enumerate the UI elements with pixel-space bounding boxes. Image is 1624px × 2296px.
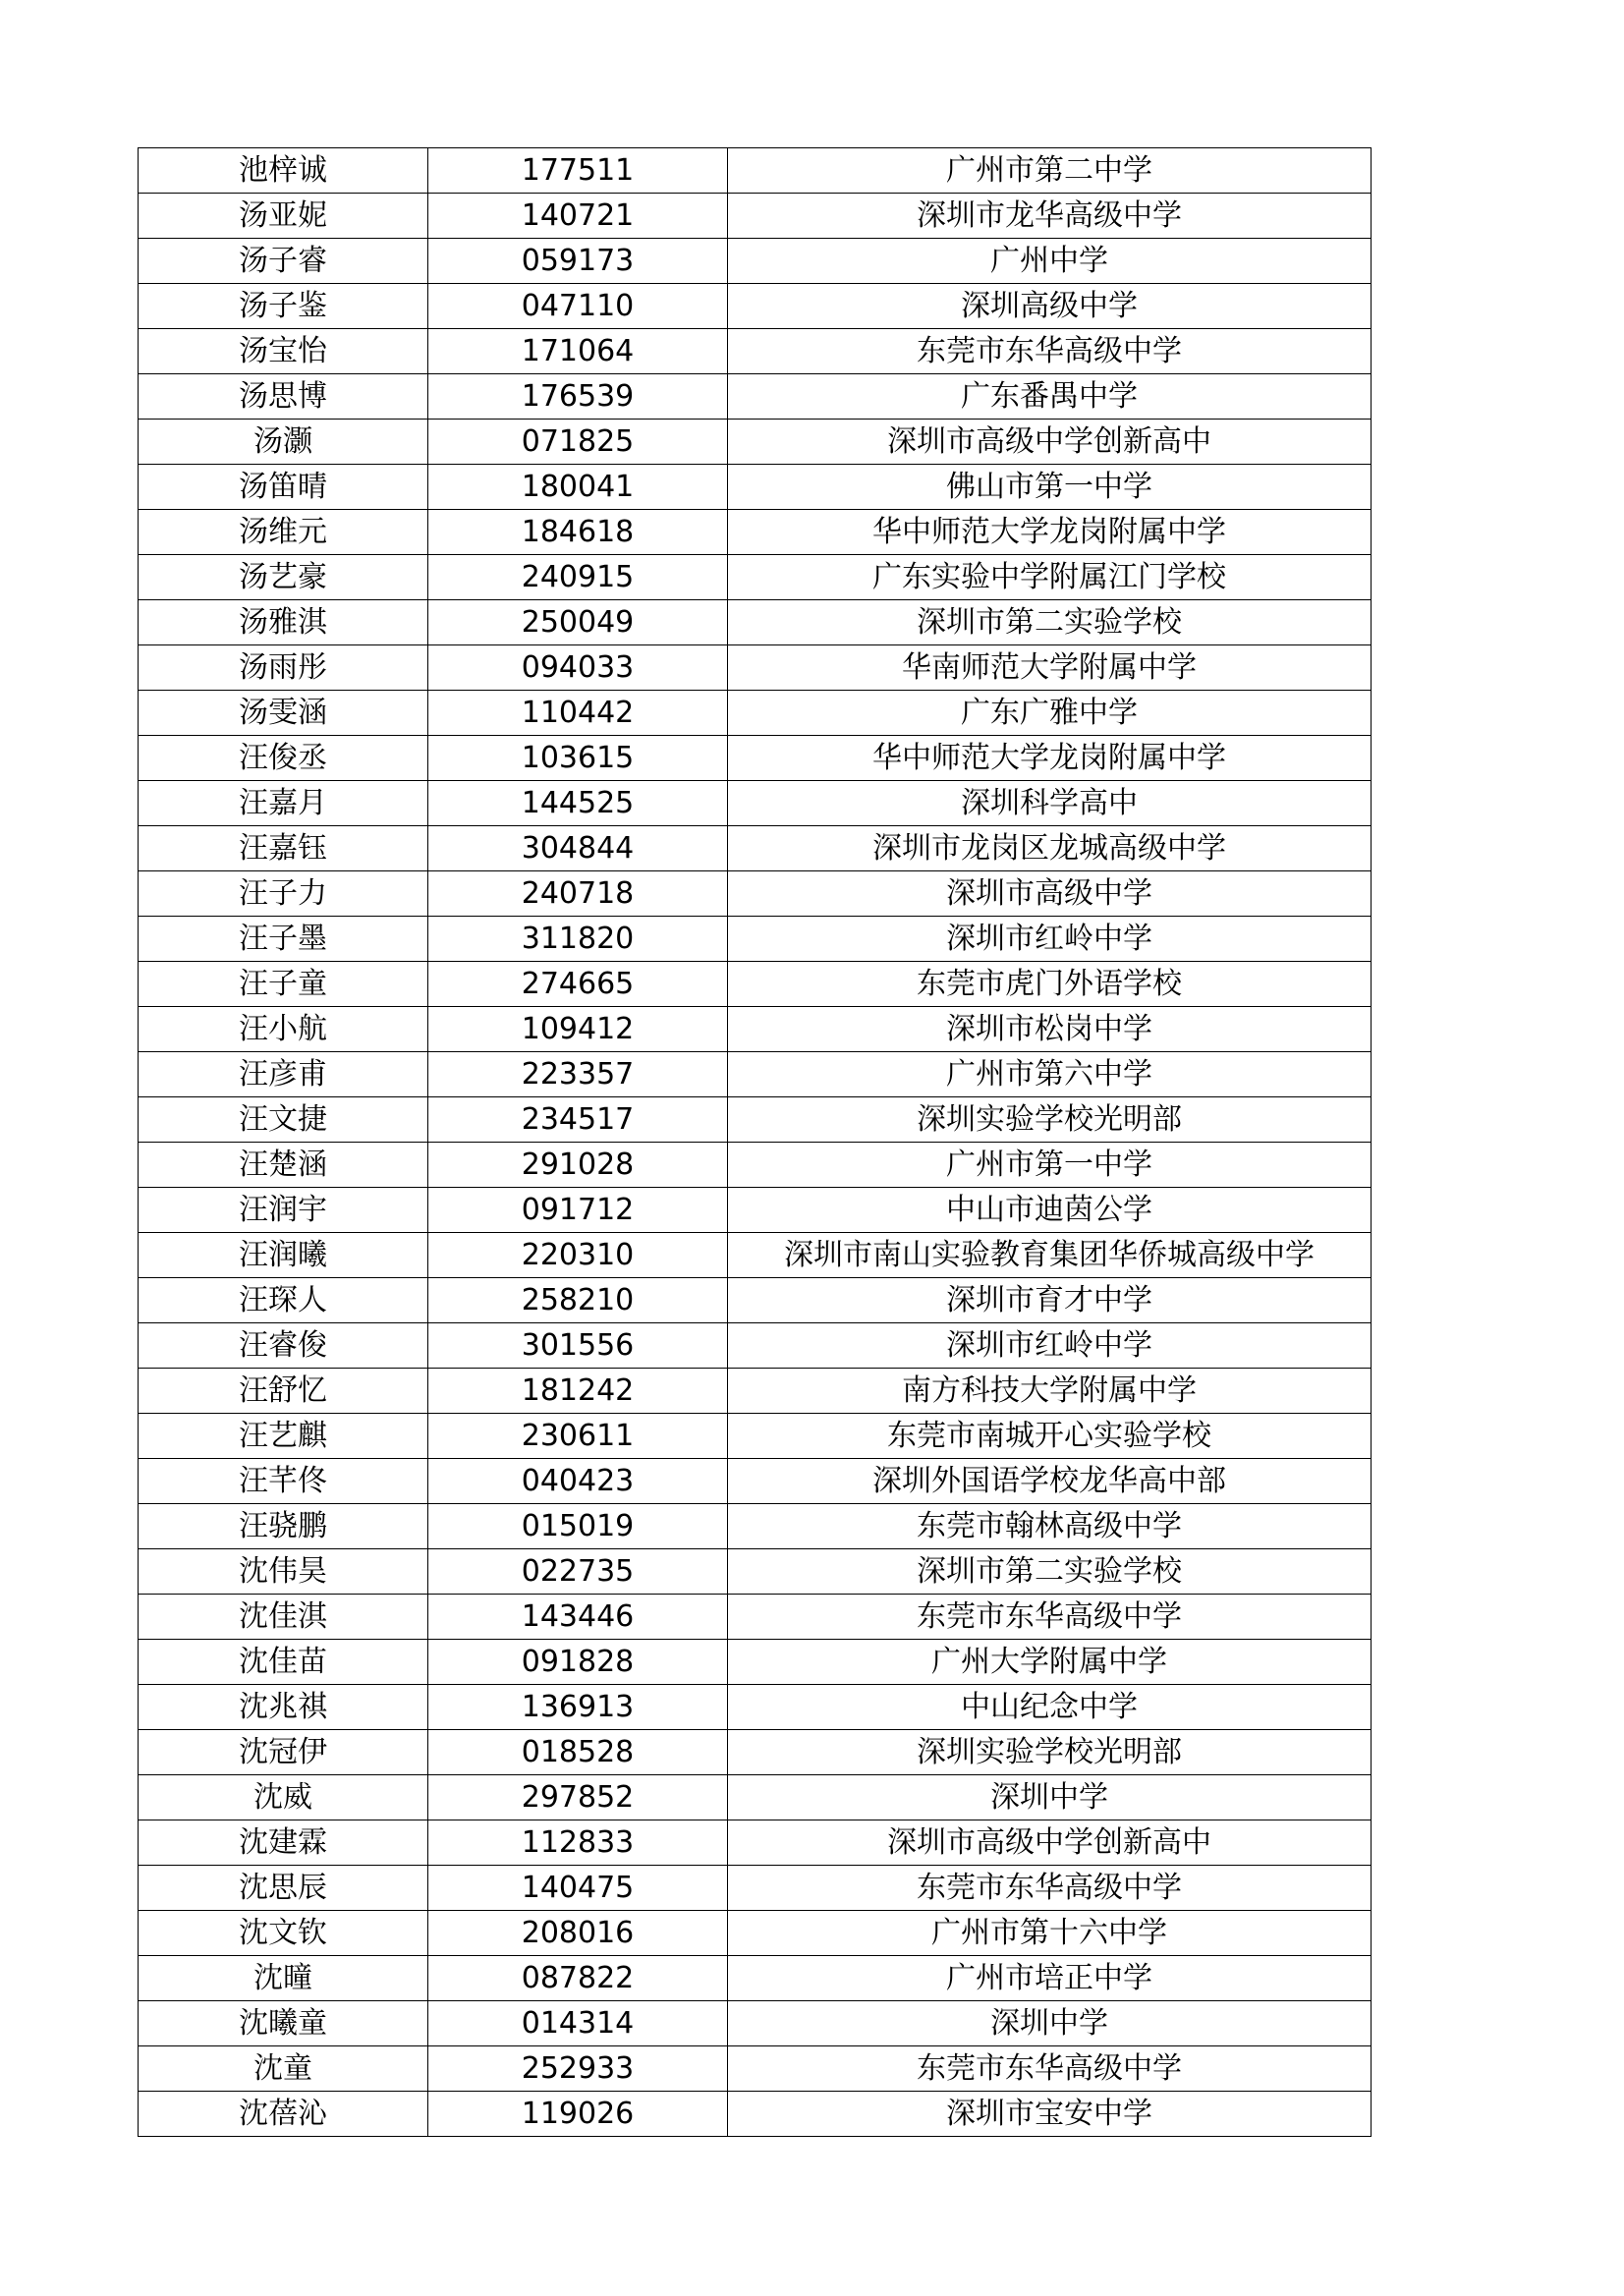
student-id-cell: 252933 [428,2046,728,2092]
student-id-cell: 047110 [428,284,728,329]
school-name-cell: 南方科技大学附属中学 [728,1369,1372,1414]
student-name-cell: 汪小航 [139,1007,428,1052]
table-row [139,2092,1372,2137]
student-id-cell: 143446 [428,1595,728,1640]
student-id-cell: 304844 [428,826,728,871]
table-row [139,2001,1372,2046]
table-row [139,1911,1372,1956]
student-name-cell: 汪嘉钰 [139,826,428,871]
student-id-cell: 140721 [428,194,728,239]
student-id-cell: 140475 [428,1866,728,1911]
school-name-cell: 深圳市第二实验学校 [728,1549,1372,1595]
student-name-cell: 汪艺麒 [139,1414,428,1459]
school-name-cell: 深圳市高级中学创新高中 [728,420,1372,465]
student-name-cell: 汪俊丞 [139,736,428,781]
school-name-cell: 深圳市育才中学 [728,1278,1372,1323]
student-id-cell: 177511 [428,148,728,194]
table-row [139,1640,1372,1685]
student-id-cell: 103615 [428,736,728,781]
school-name-cell: 广州大学附属中学 [728,1640,1372,1685]
table-row [139,1414,1372,1459]
student-id-cell: 059173 [428,239,728,284]
table-row [139,1278,1372,1323]
school-name-cell: 深圳市松岗中学 [728,1007,1372,1052]
student-id-cell: 171064 [428,329,728,374]
student-id-cell: 022735 [428,1549,728,1595]
student-id-cell: 301556 [428,1323,728,1369]
student-id-cell: 250049 [428,600,728,645]
student-id-cell: 240915 [428,555,728,600]
student-id-cell: 258210 [428,1278,728,1323]
school-name-cell: 深圳实验学校光明部 [728,1097,1372,1143]
student-name-cell: 汤宝怡 [139,329,428,374]
table-row [139,600,1372,645]
student-id-cell: 220310 [428,1233,728,1278]
school-name-cell: 广州市第十六中学 [728,1911,1372,1956]
student-name-cell: 汪润曦 [139,1233,428,1278]
table-row [139,1820,1372,1866]
student-id-cell: 015019 [428,1504,728,1549]
table-row [139,465,1372,510]
student-name-cell: 汪子墨 [139,917,428,962]
student-name-cell: 汤亚妮 [139,194,428,239]
table-row [139,826,1372,871]
student-name-cell: 汪琛人 [139,1278,428,1323]
student-id-cell: 040423 [428,1459,728,1504]
student-name-cell: 汪彦甫 [139,1052,428,1097]
student-name-cell: 汪骁鹏 [139,1504,428,1549]
table-row [139,555,1372,600]
school-name-cell: 广州市培正中学 [728,1956,1372,2001]
school-name-cell: 广州中学 [728,239,1372,284]
student-id-cell: 119026 [428,2092,728,2137]
student-list-table [138,147,1372,2137]
school-name-cell: 广州市第二中学 [728,148,1372,194]
table-row [139,1685,1372,1730]
school-name-cell: 华南师范大学附属中学 [728,645,1372,691]
student-name-cell: 汪嘉月 [139,781,428,826]
school-name-cell: 东莞市东华高级中学 [728,1595,1372,1640]
student-name-cell: 汪子力 [139,871,428,917]
school-name-cell: 东莞市东华高级中学 [728,1866,1372,1911]
school-name-cell: 深圳市高级中学 [728,871,1372,917]
table-row [139,148,1372,194]
school-name-cell: 广东广雅中学 [728,691,1372,736]
table-row [139,374,1372,420]
table-row [139,736,1372,781]
table-body [139,148,1372,2137]
school-name-cell: 深圳中学 [728,1775,1372,1820]
student-id-cell: 014314 [428,2001,728,2046]
table-row [139,510,1372,555]
student-name-cell: 汪文捷 [139,1097,428,1143]
student-name-cell: 沈伟昊 [139,1549,428,1595]
school-name-cell: 深圳市红岭中学 [728,917,1372,962]
student-name-cell: 汪润宇 [139,1188,428,1233]
school-name-cell: 华中师范大学龙岗附属中学 [728,510,1372,555]
student-name-cell: 汤灏 [139,420,428,465]
school-name-cell: 深圳市龙华高级中学 [728,194,1372,239]
table-row [139,1007,1372,1052]
table-row [139,1956,1372,2001]
student-name-cell: 汪芊佟 [139,1459,428,1504]
school-name-cell: 广东番禺中学 [728,374,1372,420]
table-row [139,1504,1372,1549]
student-name-cell: 汤子睿 [139,239,428,284]
school-name-cell: 中山纪念中学 [728,1685,1372,1730]
student-id-cell: 274665 [428,962,728,1007]
student-id-cell: 094033 [428,645,728,691]
table-row [139,1369,1372,1414]
student-id-cell: 018528 [428,1730,728,1775]
school-name-cell: 深圳市南山实验教育集团华侨城高级中学 [728,1233,1372,1278]
table-row [139,1459,1372,1504]
table-row [139,1052,1372,1097]
student-name-cell: 汪子童 [139,962,428,1007]
school-name-cell: 东莞市翰林高级中学 [728,1504,1372,1549]
table-row [139,239,1372,284]
school-name-cell: 东莞市东华高级中学 [728,2046,1372,2092]
table-row [139,1323,1372,1369]
student-id-cell: 184618 [428,510,728,555]
student-name-cell: 汤雯涵 [139,691,428,736]
student-id-cell: 091828 [428,1640,728,1685]
student-name-cell: 沈兆祺 [139,1685,428,1730]
table-row [139,194,1372,239]
student-id-cell: 110442 [428,691,728,736]
table-row [139,1188,1372,1233]
school-name-cell: 深圳市红岭中学 [728,1323,1372,1369]
table-row [139,1549,1372,1595]
table-row [139,329,1372,374]
table-row [139,420,1372,465]
student-id-cell: 087822 [428,1956,728,2001]
student-id-cell: 291028 [428,1143,728,1188]
student-name-cell: 汤雅淇 [139,600,428,645]
student-name-cell: 沈佳苗 [139,1640,428,1685]
table-row [139,781,1372,826]
student-id-cell: 112833 [428,1820,728,1866]
school-name-cell: 深圳实验学校光明部 [728,1730,1372,1775]
student-id-cell: 240718 [428,871,728,917]
student-id-cell: 230611 [428,1414,728,1459]
student-name-cell: 沈蓓沁 [139,2092,428,2137]
table-row [139,1595,1372,1640]
table-row [139,962,1372,1007]
school-name-cell: 广州市第一中学 [728,1143,1372,1188]
school-name-cell: 深圳市高级中学创新高中 [728,1820,1372,1866]
school-name-cell: 广东实验中学附属江门学校 [728,555,1372,600]
school-name-cell: 深圳科学高中 [728,781,1372,826]
student-id-cell: 311820 [428,917,728,962]
student-name-cell: 汪睿俊 [139,1323,428,1369]
student-name-cell: 汤子鉴 [139,284,428,329]
student-name-cell: 汤思博 [139,374,428,420]
table-row [139,871,1372,917]
school-name-cell: 东莞市东华高级中学 [728,329,1372,374]
table-row [139,691,1372,736]
student-name-cell: 汤雨彤 [139,645,428,691]
student-id-cell: 223357 [428,1052,728,1097]
student-name-cell: 沈威 [139,1775,428,1820]
table-row [139,1233,1372,1278]
student-name-cell: 汤笛晴 [139,465,428,510]
student-id-cell: 234517 [428,1097,728,1143]
table-row [139,1097,1372,1143]
student-name-cell: 沈童 [139,2046,428,2092]
student-id-cell: 136913 [428,1685,728,1730]
school-name-cell: 深圳外国语学校龙华高中部 [728,1459,1372,1504]
school-name-cell: 深圳市龙岗区龙城高级中学 [728,826,1372,871]
student-name-cell: 池梓诚 [139,148,428,194]
school-name-cell: 佛山市第一中学 [728,465,1372,510]
table-row [139,1775,1372,1820]
student-id-cell: 071825 [428,420,728,465]
student-id-cell: 144525 [428,781,728,826]
table-row [139,2046,1372,2092]
table-row [139,284,1372,329]
school-name-cell: 深圳中学 [728,2001,1372,2046]
student-name-cell: 沈曈 [139,1956,428,2001]
student-name-cell: 汪楚涵 [139,1143,428,1188]
student-id-cell: 176539 [428,374,728,420]
school-name-cell: 广州市第六中学 [728,1052,1372,1097]
table-row [139,917,1372,962]
school-name-cell: 东莞市虎门外语学校 [728,962,1372,1007]
student-id-cell: 091712 [428,1188,728,1233]
school-name-cell: 深圳市宝安中学 [728,2092,1372,2137]
table-row [139,1866,1372,1911]
table-row [139,1143,1372,1188]
student-id-cell: 109412 [428,1007,728,1052]
student-id-cell: 297852 [428,1775,728,1820]
student-id-cell: 208016 [428,1911,728,1956]
student-name-cell: 汪舒忆 [139,1369,428,1414]
school-name-cell: 深圳高级中学 [728,284,1372,329]
student-name-cell: 沈曦童 [139,2001,428,2046]
student-name-cell: 沈思辰 [139,1866,428,1911]
school-name-cell: 华中师范大学龙岗附属中学 [728,736,1372,781]
student-id-cell: 181242 [428,1369,728,1414]
student-id-cell: 180041 [428,465,728,510]
school-name-cell: 深圳市第二实验学校 [728,600,1372,645]
school-name-cell: 东莞市南城开心实验学校 [728,1414,1372,1459]
table-row [139,1730,1372,1775]
student-name-cell: 汤维元 [139,510,428,555]
school-name-cell: 中山市迪茵公学 [728,1188,1372,1233]
student-name-cell: 沈冠伊 [139,1730,428,1775]
student-name-cell: 沈建霖 [139,1820,428,1866]
student-name-cell: 沈文钦 [139,1911,428,1956]
table-row [139,645,1372,691]
student-name-cell: 汤艺豪 [139,555,428,600]
student-name-cell: 沈佳淇 [139,1595,428,1640]
